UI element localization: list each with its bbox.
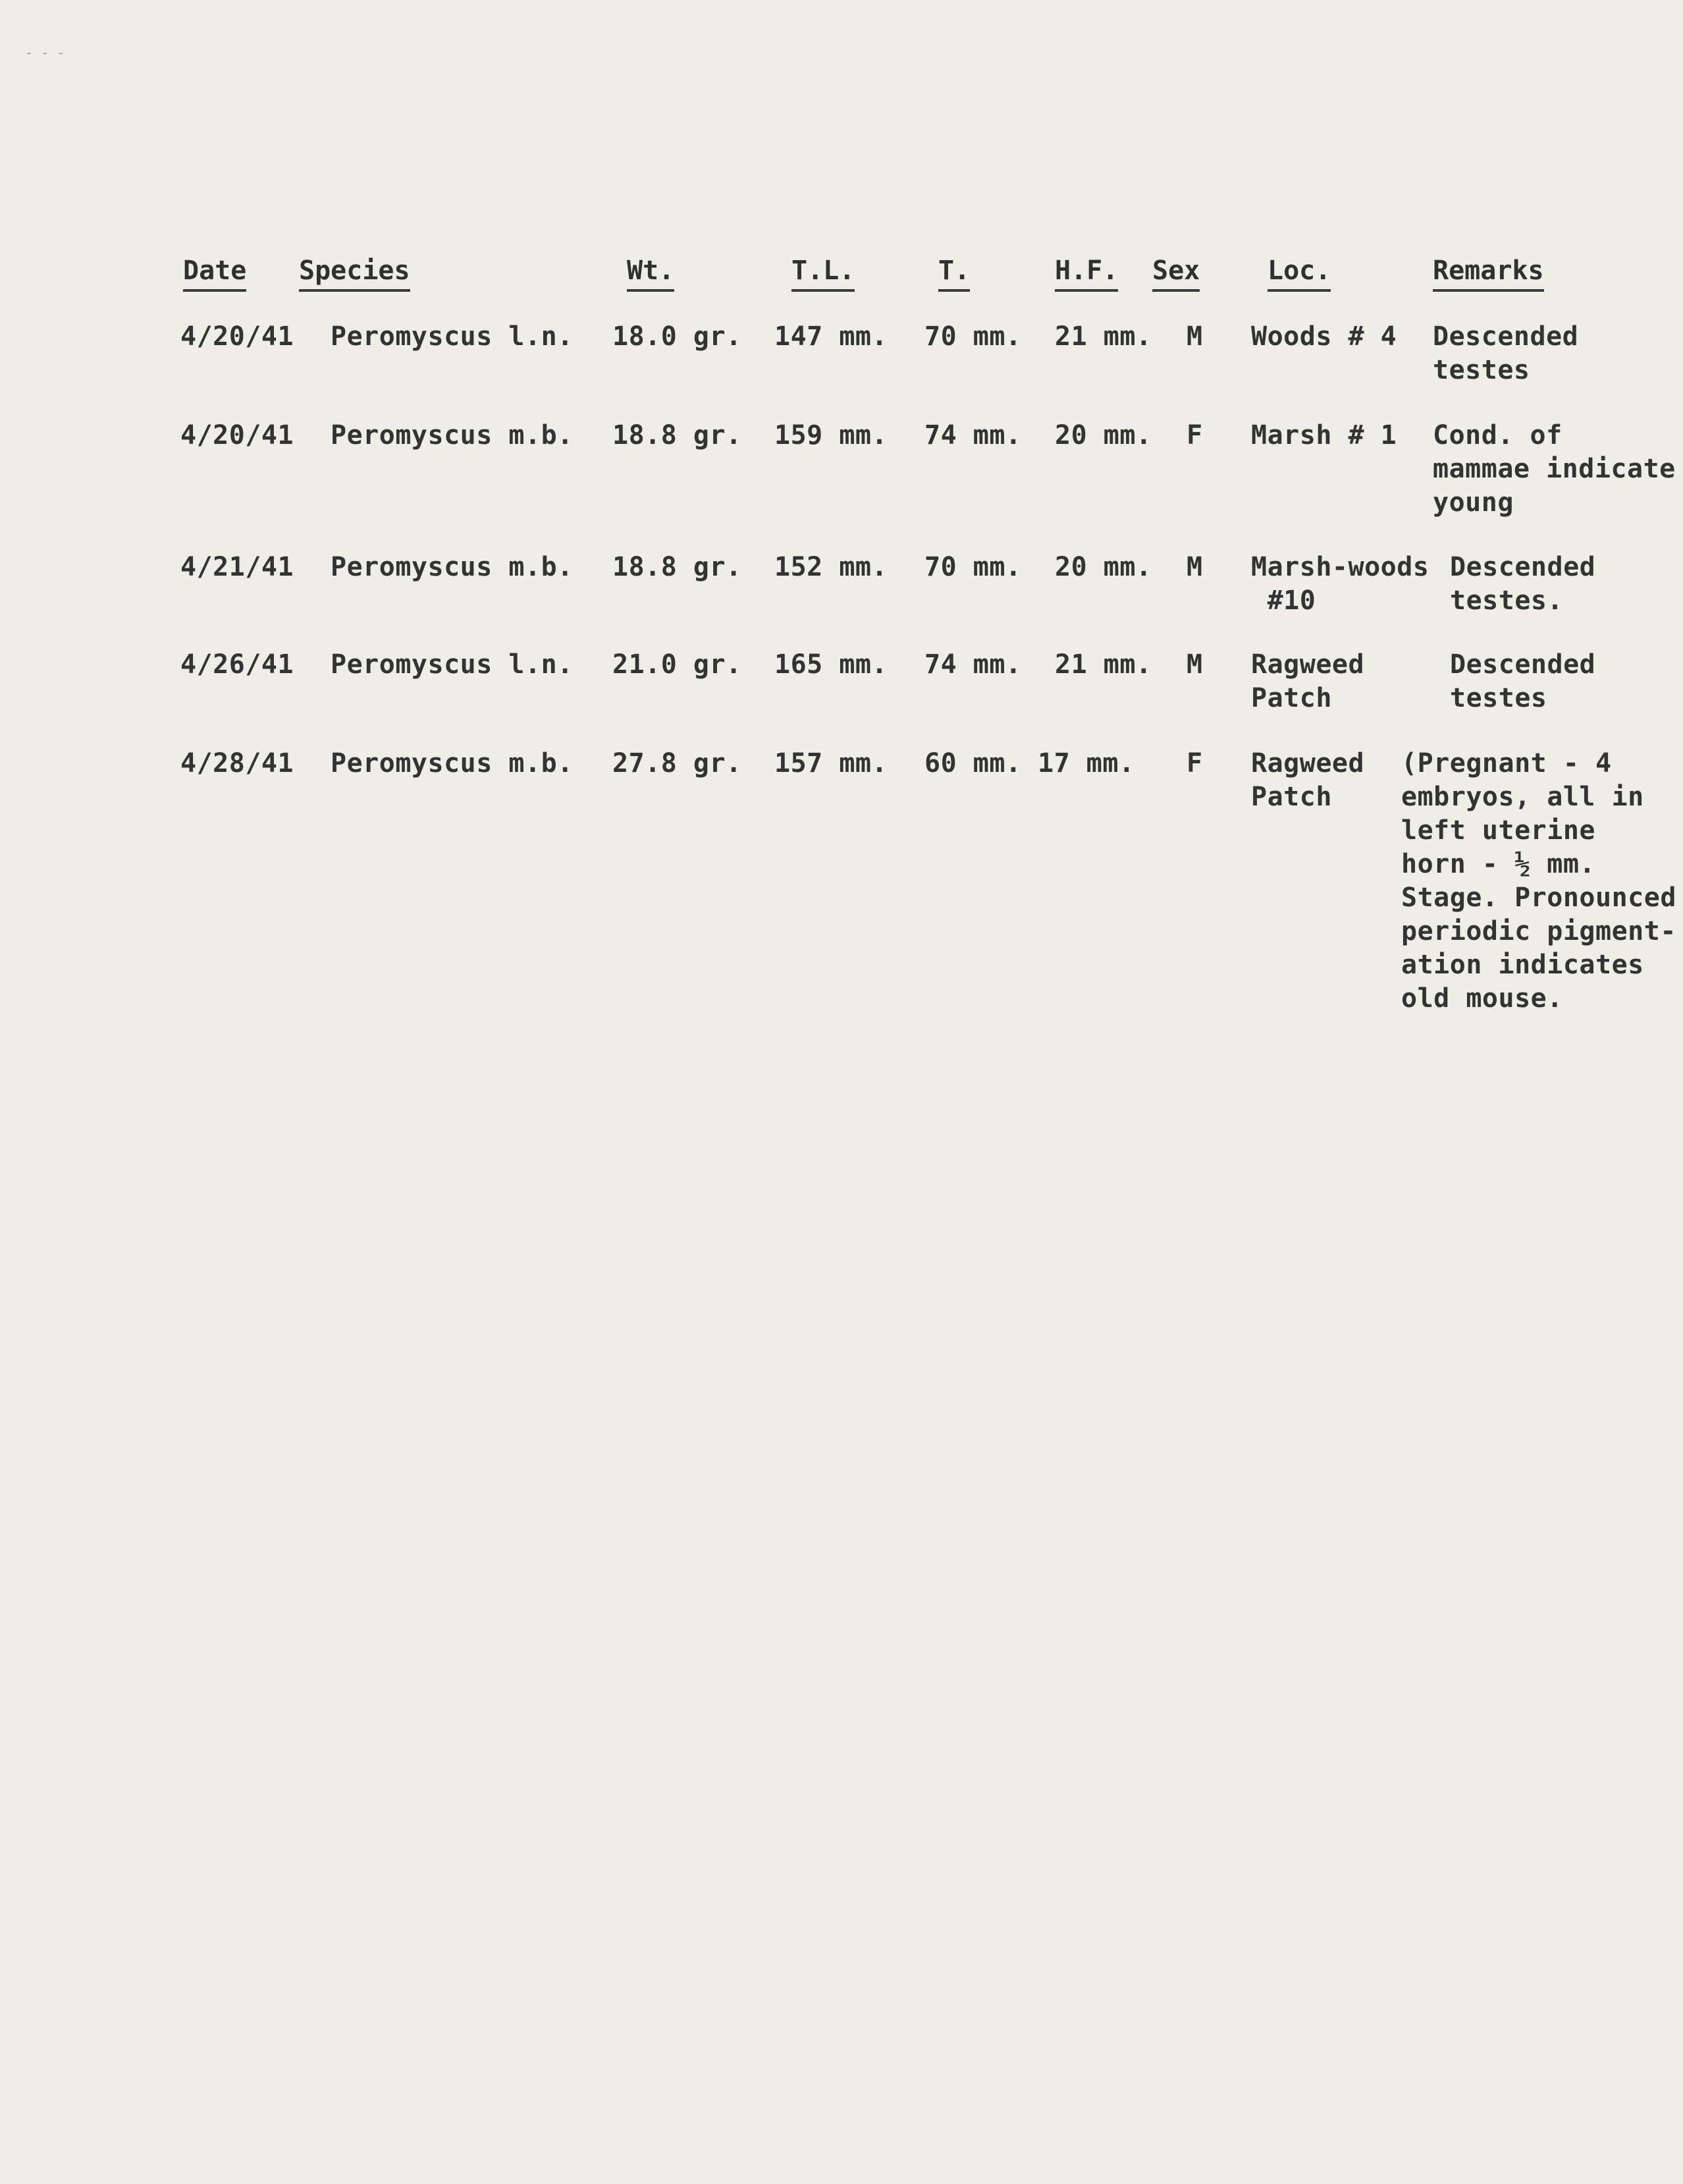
header-sex: Sex [1152, 254, 1200, 292]
header-hf: H.F. [1055, 254, 1118, 292]
cell-hf: 20 mm. [1055, 552, 1152, 582]
cell-loc: Ragweed Patch [1251, 649, 1365, 713]
cell-t: 70 mm. [924, 321, 1022, 352]
cell-date: 4/28/41 [180, 748, 294, 778]
cell-remarks: Cond. of mammae indicate young [1433, 420, 1676, 518]
cell-tl: 157 mm. [774, 748, 888, 778]
cell-species: Peromyscus l.n. [331, 321, 574, 352]
header-remarks: Remarks [1433, 254, 1544, 292]
header-date: Date [183, 254, 246, 292]
cell-hf: 21 mm. [1055, 649, 1152, 680]
header-loc: Loc. [1268, 254, 1331, 292]
cell-hf: 20 mm. [1055, 420, 1152, 450]
cell-wt: 27.8 gr. [612, 748, 742, 778]
cell-t: 70 mm. [924, 552, 1022, 582]
cell-tl: 152 mm. [774, 552, 888, 582]
cell-sex: F [1187, 420, 1203, 450]
cell-t: 74 mm. [924, 649, 1022, 680]
cell-date: 4/21/41 [180, 552, 294, 582]
cell-species: Peromyscus m.b. [331, 420, 574, 450]
cell-wt: 18.8 gr. [612, 420, 742, 450]
cell-date: 4/26/41 [180, 649, 294, 680]
cell-loc: Marsh # 1 [1251, 420, 1397, 450]
cell-sex: M [1187, 552, 1203, 582]
cell-tl: 165 mm. [774, 649, 888, 680]
header-tl: T.L. [791, 254, 855, 292]
cell-remarks: Descended testes [1450, 649, 1596, 713]
cell-loc: Marsh-woods #10 [1251, 552, 1429, 616]
cell-sex: F [1187, 748, 1203, 778]
cell-remarks: Descended testes [1433, 321, 1579, 385]
header-species: Species [299, 254, 410, 292]
cell-species: Peromyscus m.b. [331, 552, 574, 582]
cell-hf: 17 mm. [1038, 748, 1135, 778]
cell-species: Peromyscus l.n. [331, 649, 574, 680]
cell-species: Peromyscus m.b. [331, 748, 574, 778]
cell-t: 74 mm. [924, 420, 1022, 450]
paper-mark: - - - [25, 45, 65, 61]
cell-remarks: Descended testes. [1450, 552, 1596, 616]
cell-sex: M [1187, 321, 1203, 352]
header-wt: Wt. [627, 254, 674, 292]
cell-remarks: (Pregnant - 4 embryos, all in left uterine horn - ½ mm. Stage. Pronounced periodic pigment- ation indicates old mouse. [1401, 748, 1676, 1014]
cell-date: 4/20/41 [180, 321, 294, 352]
cell-t: 60 mm. [924, 748, 1022, 778]
cell-sex: M [1187, 649, 1203, 680]
cell-wt: 21.0 gr. [612, 649, 742, 680]
cell-wt: 18.8 gr. [612, 552, 742, 582]
cell-hf: 21 mm. [1055, 321, 1152, 352]
cell-date: 4/20/41 [180, 420, 294, 450]
cell-tl: 159 mm. [774, 420, 888, 450]
cell-loc: Ragweed Patch [1251, 748, 1365, 812]
header-t: T. [938, 254, 970, 292]
cell-wt: 18.0 gr. [612, 321, 742, 352]
cell-tl: 147 mm. [774, 321, 888, 352]
cell-loc: Woods # 4 [1251, 321, 1397, 352]
